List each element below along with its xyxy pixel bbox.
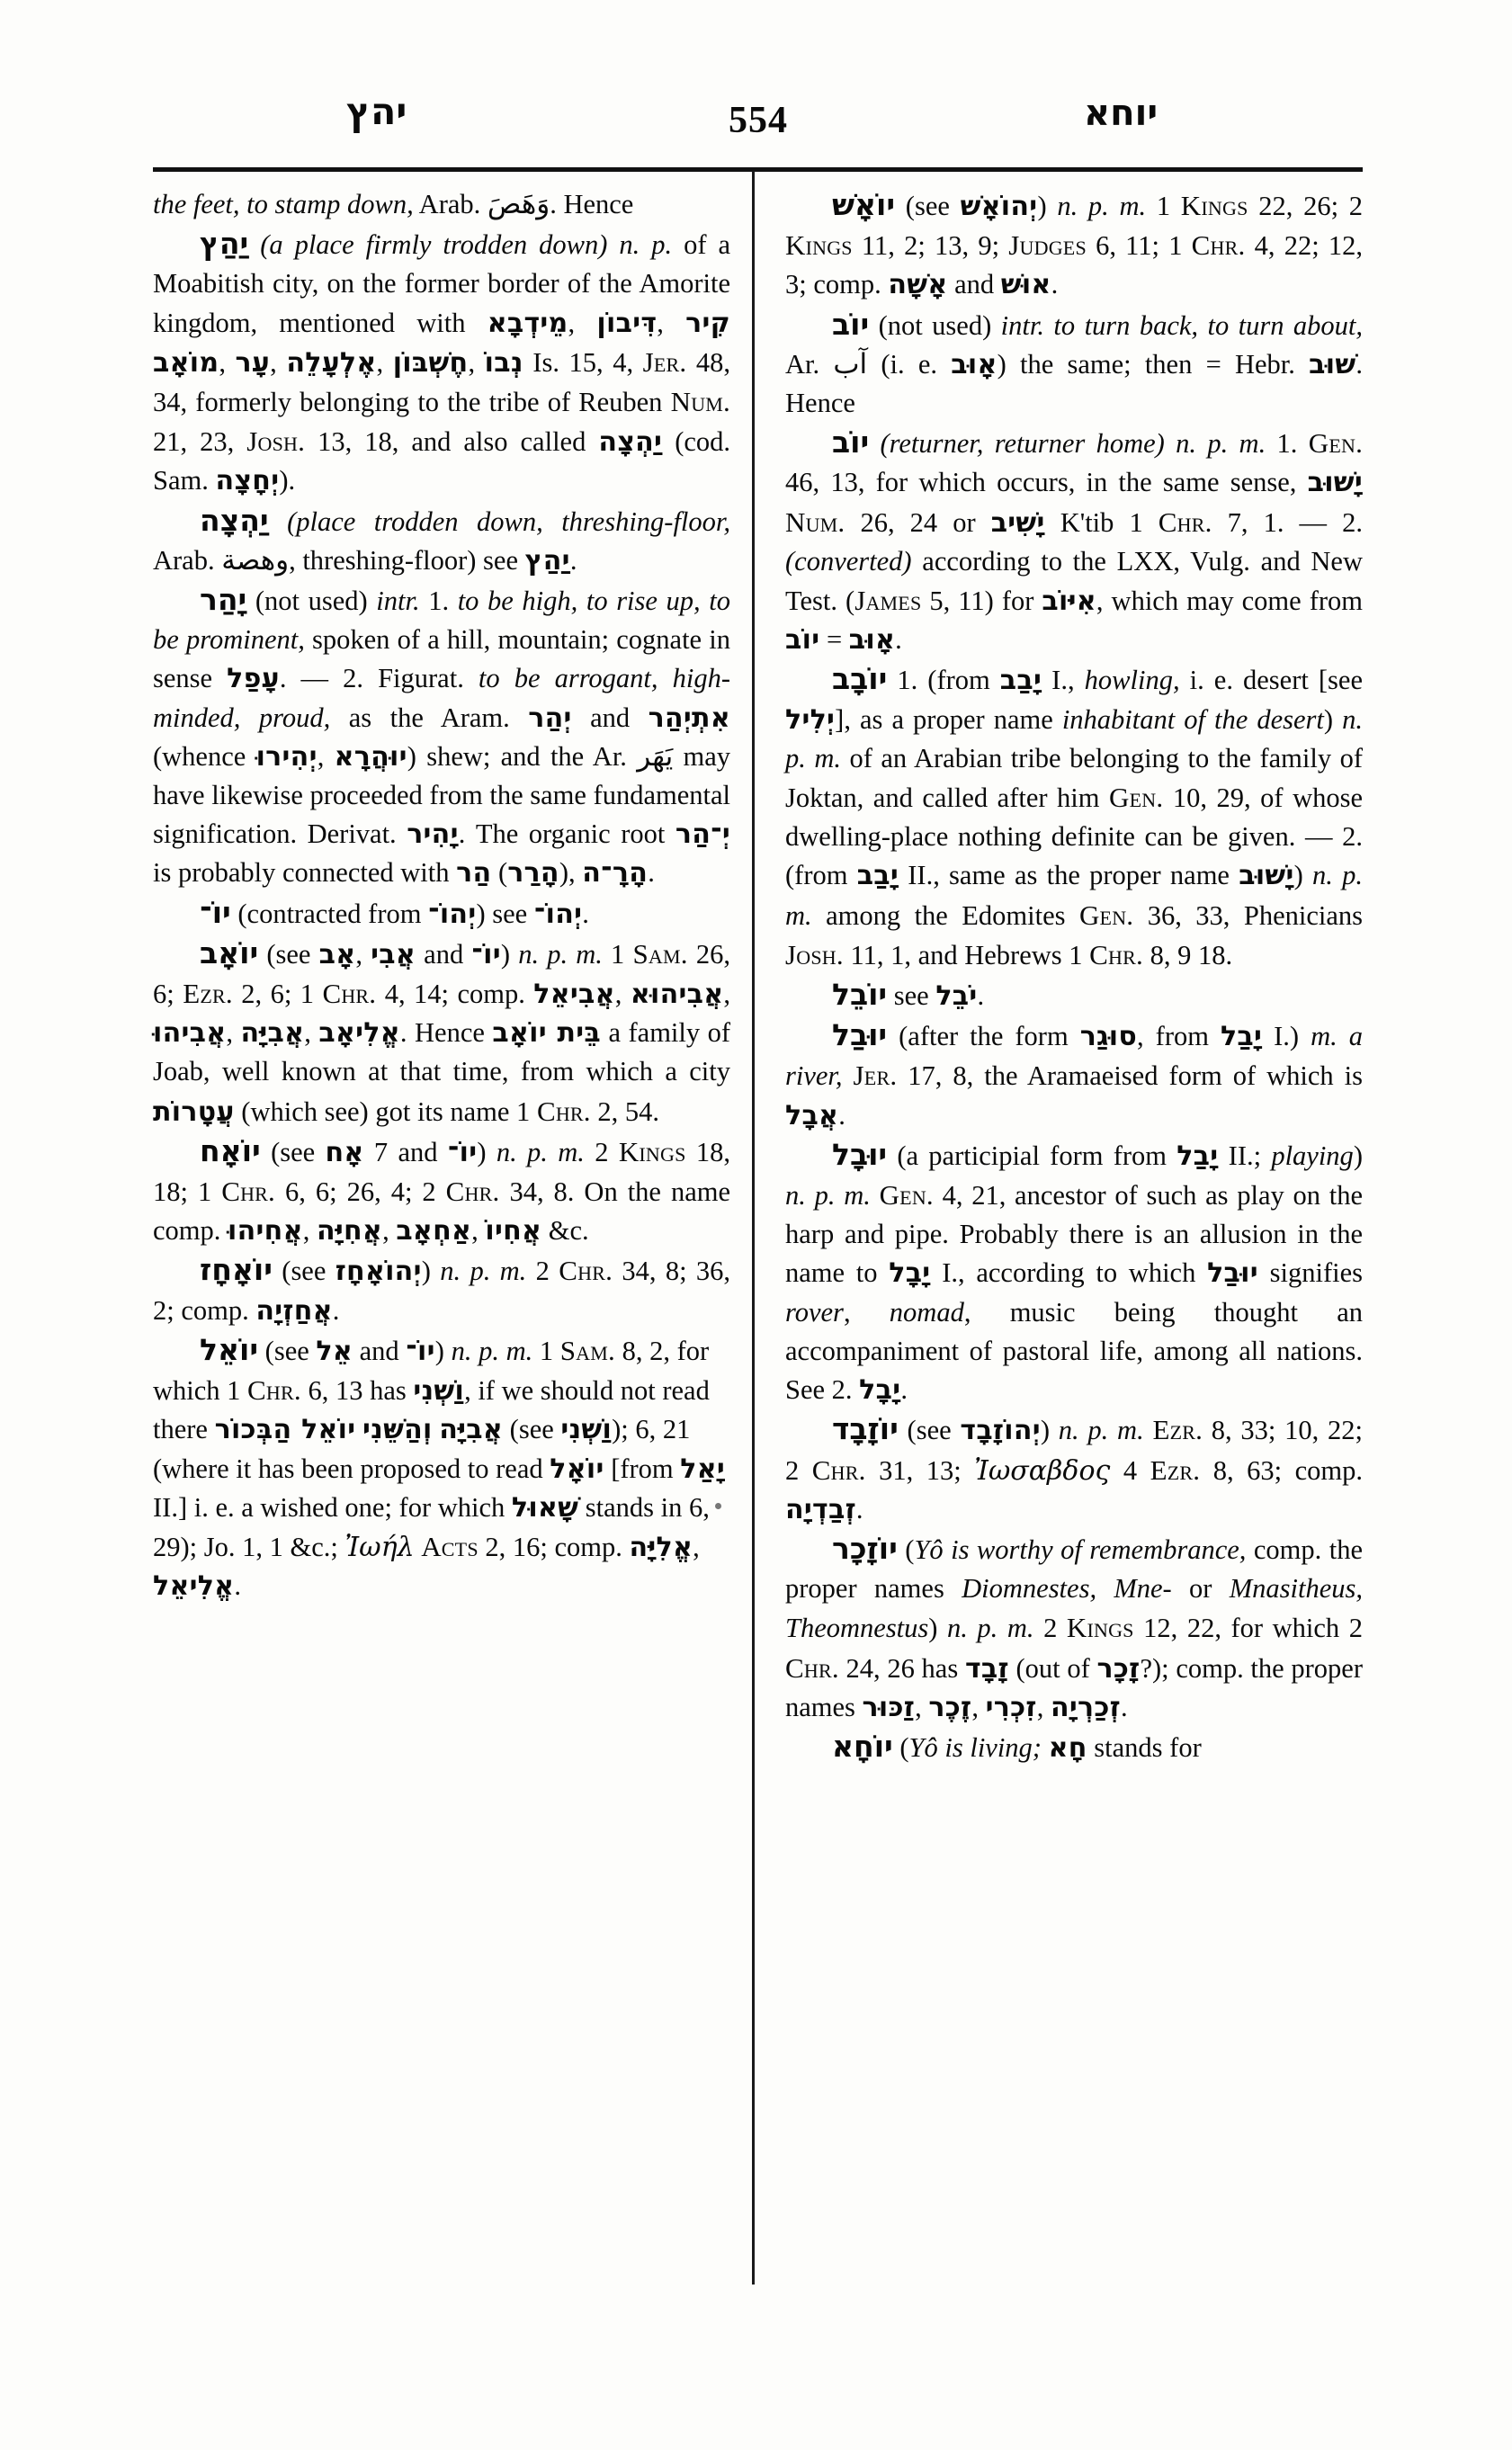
entry-yozabad: יוֹזָבָד (see יְהוֹזָבָד) n. p. m. Ezr. 8, 33; 10, 22; 2 Chr. 31, 13; Ἰωσαβδος 4 Ezr. 8, 63; comp. זְבַדְיָה.	[785, 1411, 1363, 1525]
entry-yozakar: יוֹזָכָר (Yô is worthy of remembrance, comp. the proper names Diomnestes, Mne- or Mnasitheus, Theomnestus) n. p. m. 2 Kings 12, 22, for which 2 Chr. 24, 26 has זָבָד (out of זָכָר?); comp. the proper names זַכּוּר, זֶכֶר, זִכְרִי, זְכַרְיָה.	[785, 1530, 1363, 1723]
entry-yubal-river: יוּבַל (after the form סוּגַר, from יָבַל I.) m. a river, Jer. 17, 8, the Aramaeised form of which is אֲבָל.	[785, 1017, 1364, 1131]
entry-yob-name: יוֹב (returner, returner home) n. p. m. 1. Gen. 46, 13, for which occurs, in the same sense, יָשׁוּב Num. 26, 24 or יָשִׁיב K'tib 1 Chr. 7, 1. — 2. (converted) according to the LXX, Vulg. and New Test. (James 5, 11) for אִיּוֹב, which may come from יוֹב = אָוּב.	[785, 425, 1364, 657]
left-column	[153, 185, 730, 1605]
entry-yob-root: יוֹב (not used) intr. to turn back, to turn about, Ar. آب (i. e. אָוּב) the same; then = Hebr. שׁוּב. Hence	[785, 306, 1364, 419]
entry-yoah: יוֹאָח (see אָח 7 and יוֹ־) n. p. m. 2 Kings 18, 18; 1 Chr. 6, 6; 26, 4; 2 Chr. 34, 8. On the name comp. אֲחִיהוּ, אֲחִיָּה, אַחְאָב, אֲחִיוֹ &c.	[153, 1132, 730, 1247]
header-rule	[153, 167, 1363, 172]
entry-yo-prefix: יוֹ־ (contracted from יְהוֹ־) see יְהוֹ־.	[200, 894, 589, 930]
entry-yubal-name: יוּבָל (a participial form from יָבַל II.; playing) n. p. m. Gen. 4, 21, ancestor of such as play on the harp and pipe. Probably there is an allusion in the name to יָבָל I., according to which יוּבַל signifies rover, nomad, music being thought an accompaniment of pastoral life, among all nations. See 2. יָבָל.	[785, 1136, 1364, 1407]
paragraph-continuation: the feet, to stamp down, Arab. وَهَصَ. Hence	[153, 188, 634, 220]
entry-yobel: יוֹבֵל see יֹבֵל.	[832, 977, 985, 1013]
column-divider-rule	[752, 171, 755, 2285]
entry-yoash: יוֹאָשׁ (see יְהוֹאָשׁ) n. p. m. 1 Kings 22, 26; 2 Kings 11, 2; 13, 9; Judges 6, 11; 1 Chr. 4, 22; 12, 3; comp. אָשָׁה and אוּשׁ.	[785, 187, 1363, 301]
right-column	[785, 185, 1363, 1767]
running-head	[153, 90, 1363, 169]
entry-yoel: יוֹאֵל (see אֵל and יוֹ־) n. p. m. 1 Sam. 8, 2, for which 1 Chr. 6, 13 has וַשְׁנִי, if we should not read there יוֹאֵל הַבְּכוֹר וְהַשֵּׁנִי אֲבִיָּה (see וַשְׁנִי); 6, 21 (where it has been proposed to read יוֹאָל [from יָאַל II.] i. e. a wished one; for which שָׁאוּל stands in 6, 29); Jo. 1, 1 &c.; Ἰωήλ Acts 2, 16; comp. אֱלִיָּה, אֱלִיאֵל.	[153, 1331, 726, 1603]
page-number: 554	[729, 100, 788, 141]
entry-yahar: יָהַר (not used) intr. 1. to be high, to rise up, to be prominent, spoken of a hill, mountain; cognate in sense עָפַל. — 2. Figurat. to be arrogant, high-minded, proud, as the Aram. יְהַר and אִתְיְהַר (whence יְהִירוּ, יוּהֲרָא) shew; and the Ar. يَهَر may have likewise proceeded from the same fundamental signification. Derivat. יָהִיר. The organic root יְ־הַר is probably connected with הַר (הָרַר), הָרָ־ה.	[153, 582, 731, 890]
entry-yobab: יוֹבָב 1. (from יָבַב I., howling, i. e. desert [see יְלִיל], as a proper name inhabitant of the desert) n. p. m. of an Arabian tribe belonging to the family of Joktan, and called after him Gen. 10, 29, of whose dwelling-place nothing definite can be given. — 2. (from יָבַב II., same as the proper name יָשׁוּב) n. p. m. among the Edomites Gen. 36, 33, Phenicians Josh. 11, 1, and Hebrews 1 Chr. 8, 9 18.	[785, 661, 1363, 970]
entry-yoahaz: יוֹאָחָז (see יְהוֹאָחָז) n. p. m. 2 Chr. 34, 8; 36, 2; comp. אֲחַזְיָה.	[153, 1252, 730, 1327]
entry-yoab: יוֹאָב (see אָב, אֲבִי and יוֹ־) n. p. m. 1 Sam. 26, 6; Ezr. 2, 6; 1 Chr. 4, 14; comp. אֲבִיאֵל, אֲבִיהוּא, אֲבִיהוּ, אֲבִיָּה, אֱלִיאָב. Hence בֵּית יוֹאָב a family of Joab, well known at that time, from which a city עֲטָרוֹת (which see) got its name 1 Chr. 2, 54.	[153, 934, 731, 1128]
entry-yocha: יוֹחָא (Yô is living; חָא stands for	[832, 1728, 1202, 1764]
running-head-right-catchword: יוחא	[1084, 93, 1159, 134]
entry-yahats: יַהַץ (a place firmly trodden down) n. p. of a Moabitish city, on the former border of the Amorite kingdom, mentioned with מֵידְבָא, דִּיבוֹן, קִיר מוֹאָב, עָר, אֶלְעָלֵה, חֶשְׁבּוֹן, נְבוֹ Is. 15, 4, Jer. 48, 34, formerly belonging to the tribe of Reuben Num. 21, 23, Josh. 13, 18, and also called יַהְצָה (cod. Sam. יְחָצָה).	[153, 226, 731, 497]
running-head-left-catchword: יהץ	[346, 90, 407, 133]
entry-yahtsah: יַהְצָה (place trodden down, threshing-floor, Arab. وهصة, threshing-floor) see יַהַץ.	[153, 502, 731, 577]
